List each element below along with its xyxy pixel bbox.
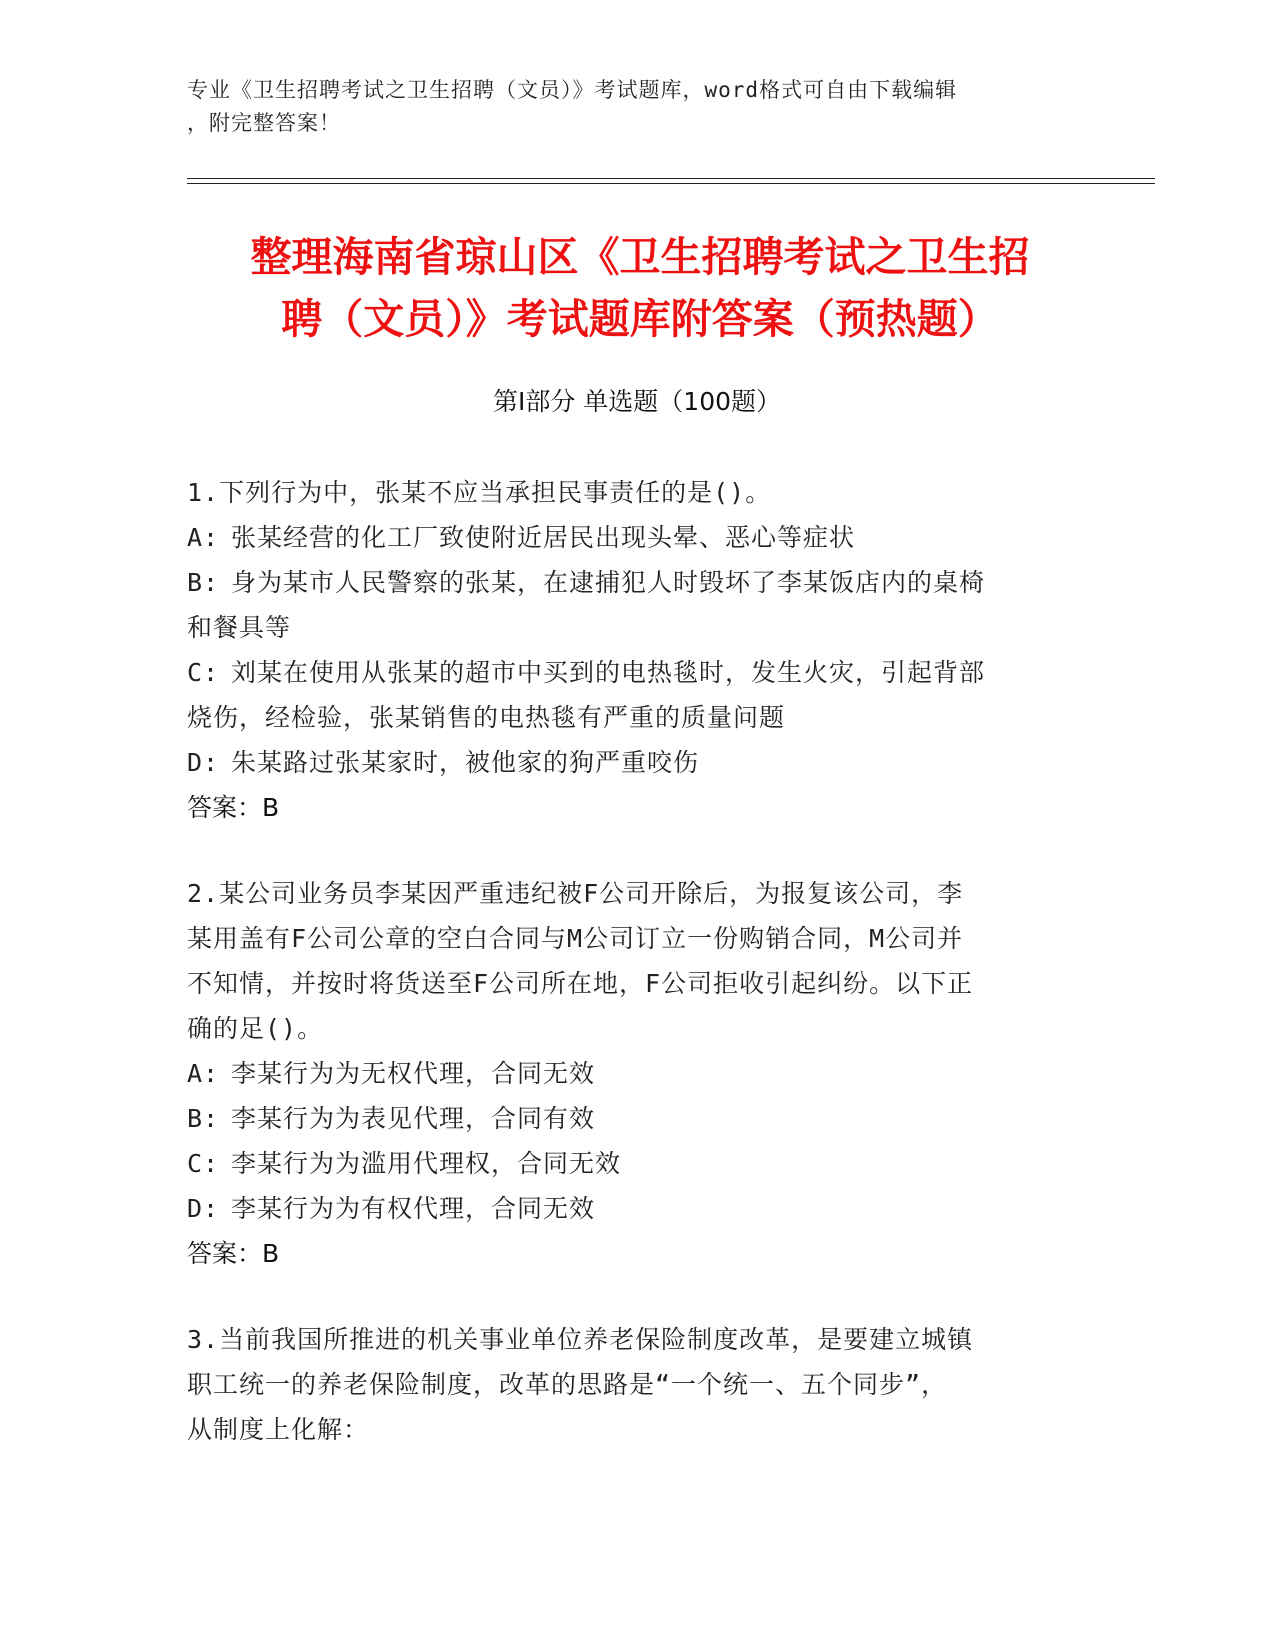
question-stem-line: 从制度上化解： [187,1415,370,1444]
question-option-line [187,740,1087,785]
document-title [190,226,1090,350]
header-note-line-2: ，附完整答案！ [187,111,341,135]
question-stem-line: 职工统一的养老保险制度，改革的思路是“一个统一、五个同步”， [187,1370,948,1399]
option-key: C: [187,1149,220,1178]
option-text: 李某行为为滥用代理权，合同无效 [231,1149,622,1178]
option-text: 李某行为为表见代理，合同有效 [231,1104,596,1133]
option-key: C: [187,658,220,687]
question-answer: 答案：B [187,1239,280,1268]
option-text: 李某行为为无权代理，合同无效 [231,1059,596,1088]
option-text: 刘某在使用从张某的超市中买到的电热毯时，发生火灾，引起背部 [231,658,986,687]
question-option-line [187,695,1087,740]
header-note-line-1: 专业《卫生招聘考试之卫生招聘（文员）》考试题库，word格式可自由下载编辑 [187,78,958,102]
question-answer: 答案：B [187,793,280,822]
option-text: 身为某市人民警察的张某，在逮捕犯人时毁坏了李某饭店内的桌椅 [231,568,986,597]
question-list [187,470,1087,1493]
question-option-line [187,515,1087,560]
section-title: 第Ⅰ部分 单选题（100题） [492,387,782,416]
document-title-line-1: 整理海南省琼山区《卫生招聘考试之卫生招 [250,233,1030,281]
option-text: 和餐具等 [187,613,292,642]
option-text: 张某经营的化工厂致使附近居民出现头晕、恶心等症状 [231,523,856,552]
question-item [187,470,1087,830]
question-option-line [187,650,1087,695]
question-stem-line: 2.某公司业务员李某因严重违纪被F公司开除后，为报复该公司，李 [187,879,964,908]
question-item [187,871,1087,1276]
question-item [187,1317,1087,1452]
option-key: D: [187,748,220,777]
option-key: D: [187,1194,220,1223]
option-key: A: [187,1059,220,1088]
question-option-line [187,605,1087,650]
option-key: B: [187,1104,220,1133]
header-note [187,74,1067,140]
question-stem-line: 某用盖有F公司公章的空白合同与M公司订立一份购销合同，M公司并 [187,924,964,953]
question-option-line [187,1186,1087,1231]
option-key: A: [187,523,220,552]
option-key: B: [187,568,220,597]
question-option-line [187,1051,1087,1096]
question-option-line [187,1141,1087,1186]
question-stem-line: 3.当前我国所推进的机关事业单位养老保险制度改革，是要建立城镇 [187,1325,974,1354]
option-text: 朱某路过张某家时，被他家的狗严重咬伤 [231,748,700,777]
header-divider-bottom [187,183,1155,184]
option-text: 烧伤，经检验，张某销售的电热毯有严重的质量问题 [187,703,786,732]
question-stem-line: 不知情，并按时将货送至F公司所在地，F公司拒收引起纠纷。以下正 [187,969,974,998]
question-stem-line: 确的足()。 [187,1014,324,1043]
question-option-line [187,560,1087,605]
question-option-line [187,1096,1087,1141]
question-stem-line: 1.下列行为中，张某不应当承担民事责任的是()。 [187,478,772,507]
header-divider-top [187,178,1155,179]
document-title-line-2: 聘（文员）》考试题库附答案（预热题） [281,295,999,343]
option-text: 李某行为为有权代理，合同无效 [231,1194,596,1223]
